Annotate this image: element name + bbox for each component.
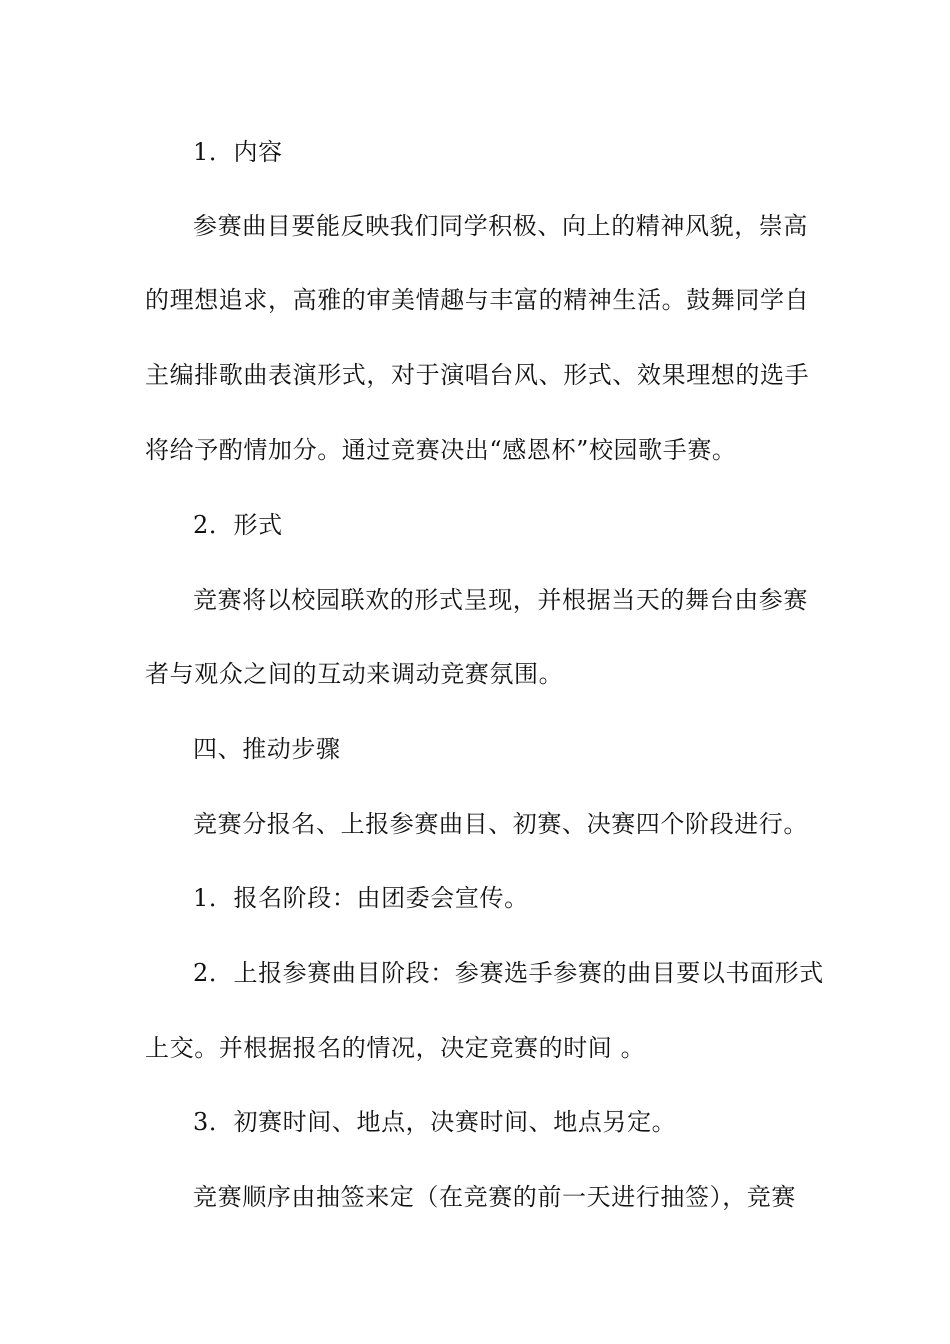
paragraph-line: 竞赛分报名、上报参赛曲目、初赛、决赛四个阶段进行。	[193, 810, 808, 838]
heading-steps: 四、推动步骤	[193, 735, 341, 763]
paragraph-line: 参赛曲目要能反映我们同学积极、向上的精神风貌，崇高	[193, 212, 808, 240]
paragraph-line: 的理想追求，高雅的审美情趣与丰富的精神生活。鼓舞同学自	[145, 286, 810, 314]
step-submit-songs: 2．上报参赛曲目阶段：参赛选手参赛的曲目要以书面形式	[193, 959, 824, 987]
paragraph-line: 将给予酌情加分。通过竞赛决出“感恩杯”校园歌手赛。	[145, 436, 737, 464]
step-registration: 1．报名阶段：由团委会宣传。	[193, 884, 529, 912]
heading-content: 1．内容	[193, 138, 283, 166]
paragraph-line: 上交。并根据报名的情况，决定竞赛的时间 。	[145, 1034, 646, 1062]
paragraph-line: 者与观众之间的互动来调动竞赛氛围。	[145, 660, 564, 688]
paragraph-line: 主编排歌曲表演形式，对于演唱台风、形式、效果理想的选手	[145, 361, 810, 389]
paragraph-line: 竞赛将以校园联欢的形式呈现，并根据当天的舞台由参赛	[193, 586, 808, 614]
step-preliminary: 3．初赛时间、地点，决赛时间、地点另定。	[193, 1108, 677, 1136]
heading-format: 2．形式	[193, 511, 283, 539]
paragraph-line: 竞赛顺序由抽签来定（在竞赛的前一天进行抽签），竞赛	[193, 1183, 796, 1211]
